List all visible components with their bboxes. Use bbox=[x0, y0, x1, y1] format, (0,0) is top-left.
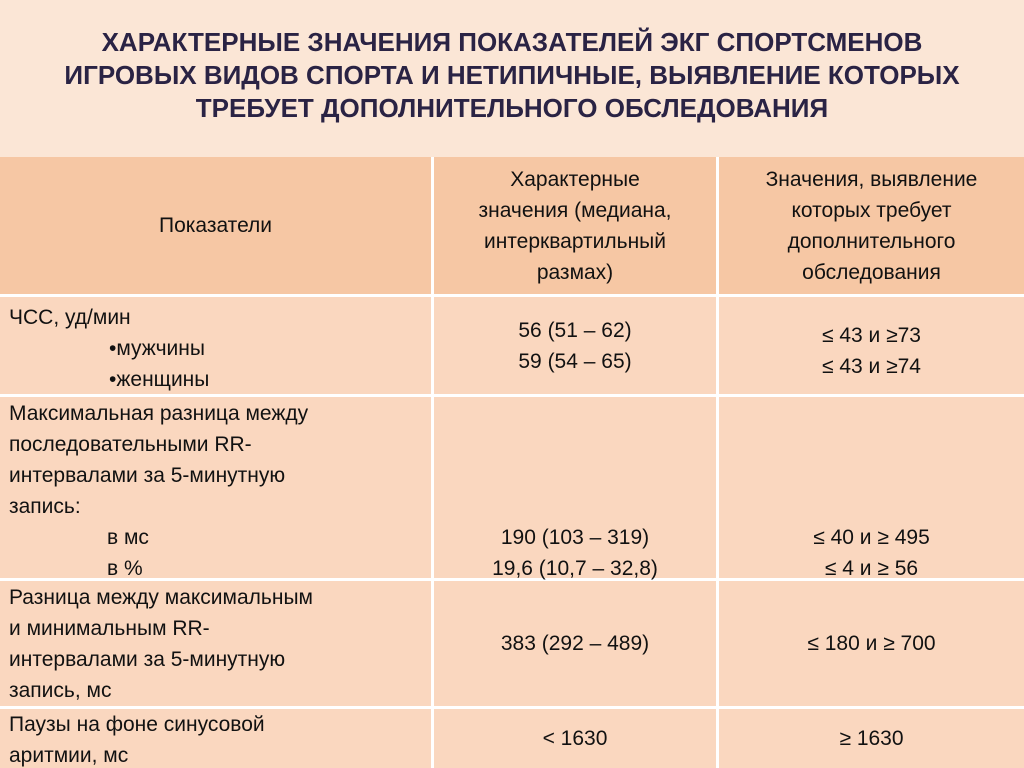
header-typical-line-1: Характерные bbox=[510, 167, 640, 191]
row-hr-men: •мужчины bbox=[109, 337, 205, 360]
row-hr-typical-women: 59 (54 – 65) bbox=[518, 349, 632, 373]
row-pauses-atypical bbox=[719, 709, 1024, 768]
header-typical-line-3: интерквартильный bbox=[483, 229, 667, 253]
row-hr-typical bbox=[434, 297, 716, 394]
row-pauses-line-1: Паузы на фоне синусовой bbox=[9, 713, 265, 736]
row-range-rr-line-1: Разница между максимальным bbox=[9, 586, 313, 609]
row-hr-atypical-women: ≤ 43 и ≥74 bbox=[821, 354, 921, 378]
row-range-rr-line-4: запись, мс bbox=[9, 679, 112, 702]
row-range-rr-atypical-value: ≤ 180 и ≥ 700 bbox=[807, 632, 936, 655]
title-line-2: ИГРОВЫХ ВИДОВ СПОРТА И НЕТИПИЧНЫЕ, ВЫЯВЛЕНИЕ КОТОРЫХ bbox=[64, 60, 960, 90]
header-atypical-values bbox=[719, 157, 1024, 294]
row-pauses-typical bbox=[434, 709, 716, 768]
row-range-rr-line-2: и минимальным RR- bbox=[9, 617, 210, 640]
row-hr-label bbox=[0, 297, 431, 394]
row-hr-typical-men: 56 (51 – 62) bbox=[518, 318, 632, 342]
ecg-table bbox=[0, 157, 1024, 768]
row-pauses-atypical-value: ≥ 1630 bbox=[839, 727, 904, 750]
row-range-rr-line-3: интервалами за 5-минутную bbox=[9, 648, 286, 671]
slide-title bbox=[0, 26, 1024, 125]
title-line-3: ТРЕБУЕТ ДОПОЛНИТЕЛЬНОГО ОБСЛЕДОВАНИЯ bbox=[195, 93, 829, 123]
row-max-rr-typical-ms: 190 (103 – 319) bbox=[500, 526, 650, 549]
header-atypical-line-1: Значения, выявление bbox=[765, 167, 978, 191]
header-indicators-label: Показатели bbox=[158, 214, 273, 237]
row-max-rr-line-2: последовательными RR- bbox=[9, 433, 252, 456]
row-max-rr-pct: в % bbox=[107, 557, 143, 580]
header-indicators bbox=[0, 157, 431, 294]
header-atypical-line-3: дополнительного bbox=[787, 229, 956, 253]
row-max-rr-typical-pct: 19,6 (10,7 – 32,8) bbox=[492, 557, 658, 580]
header-atypical-line-2: которых требует bbox=[791, 198, 952, 222]
row-pauses-typical-value: < 1630 bbox=[542, 727, 608, 750]
row-hr-atypical-men: ≤ 43 и ≥73 bbox=[821, 323, 921, 347]
row-pauses-label bbox=[0, 709, 431, 768]
row-hr-title: ЧСС, уд/мин bbox=[9, 306, 131, 329]
row-hr-women: •женщины bbox=[109, 368, 210, 391]
row-range-rr-typical bbox=[434, 581, 716, 706]
row-max-rr-atypical-pct: ≤ 4 и ≥ 56 bbox=[824, 557, 919, 580]
header-typical-line-2: значения (медиана, bbox=[478, 198, 672, 222]
row-max-rr-atypical-ms: ≤ 40 и ≥ 495 bbox=[813, 526, 930, 549]
row-max-rr-line-1: Максимальная разница между bbox=[9, 402, 309, 425]
row-hr-atypical bbox=[719, 297, 1024, 394]
row-max-rr-label bbox=[0, 397, 431, 578]
header-typical-line-4: размах) bbox=[536, 260, 614, 284]
title-line-1: ХАРАКТЕРНЫЕ ЗНАЧЕНИЯ ПОКАЗАТЕЛЕЙ ЭКГ СПОРТСМЕНОВ bbox=[101, 27, 923, 57]
row-max-rr-ms: в мс bbox=[107, 526, 149, 549]
row-range-rr-typical-value: 383 (292 – 489) bbox=[500, 632, 650, 655]
row-range-rr-atypical bbox=[719, 581, 1024, 706]
row-range-rr-label bbox=[0, 581, 431, 706]
header-atypical-line-4: обследования bbox=[802, 260, 941, 284]
row-max-rr-typical bbox=[434, 397, 716, 578]
row-pauses-line-2: аритмии, мс bbox=[9, 744, 129, 767]
header-typical-values bbox=[434, 157, 716, 294]
row-max-rr-line-3: интервалами за 5-минутную bbox=[9, 464, 286, 487]
row-max-rr-line-4: запись: bbox=[9, 495, 81, 518]
row-max-rr-atypical bbox=[719, 397, 1024, 578]
